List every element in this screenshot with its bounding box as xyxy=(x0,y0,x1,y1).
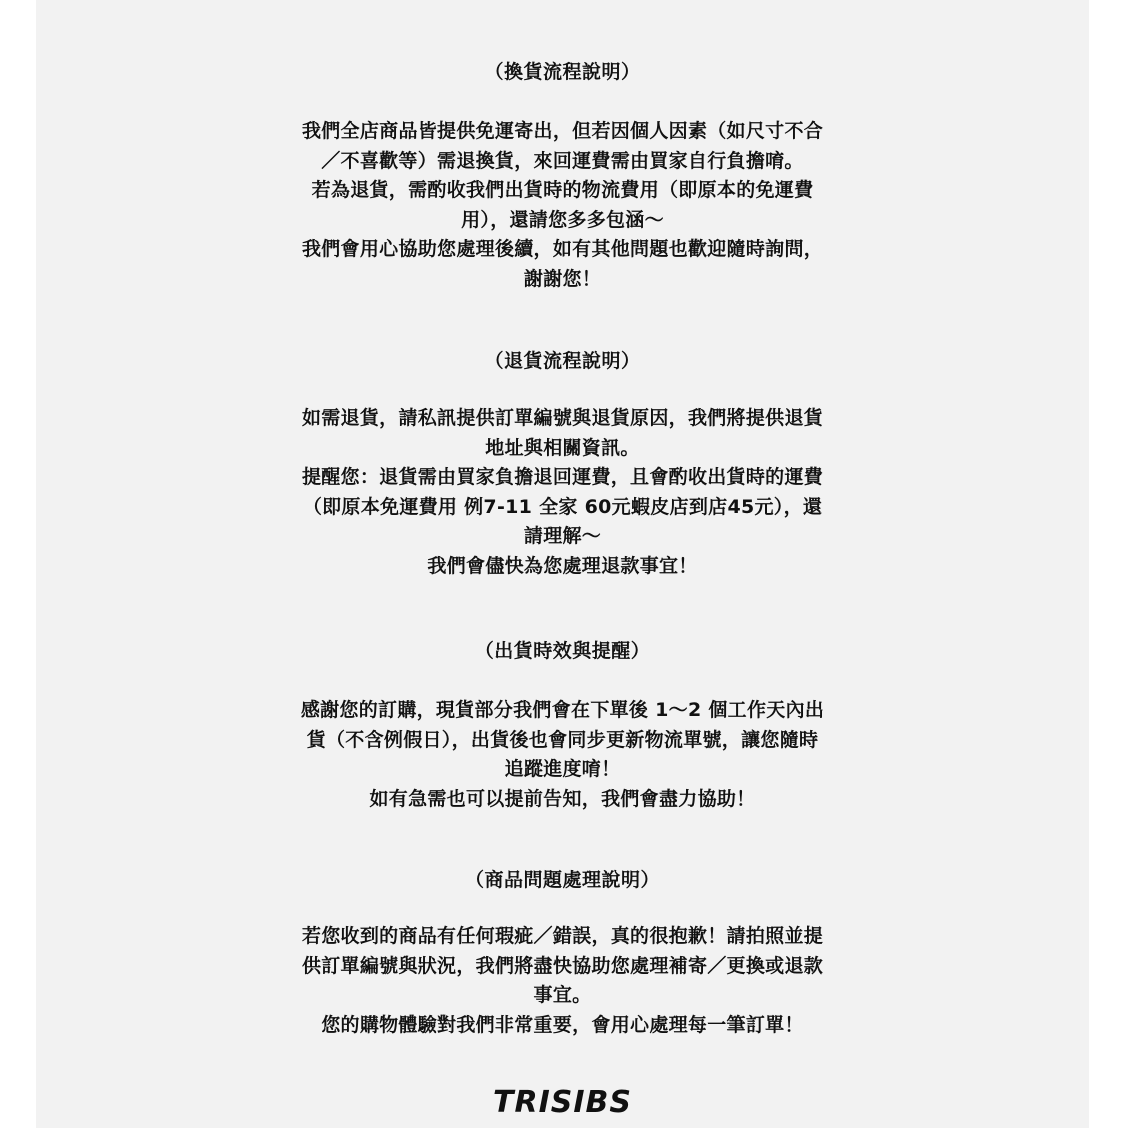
shipping-heading: （出貨時效與提醒） xyxy=(474,640,651,662)
issues-line: 若您收到的商品有任何瑕疵／錯誤，真的很抱歉！請拍照並提 xyxy=(301,925,824,947)
issues-line: 供訂單編號與狀況，我們將盡快協助您處理補寄／更換或退款 xyxy=(301,954,824,977)
issues-heading: （商品問題處理說明） xyxy=(464,869,660,891)
return-line: 我們會儘快為您處理退款事宜！ xyxy=(427,554,698,577)
document-page xyxy=(36,0,1089,1128)
return-heading: （退貨流程說明） xyxy=(484,350,641,372)
shipping-line: 如有急需也可以提前告知，我們會盡力協助！ xyxy=(369,787,756,810)
issues-line: 您的購物體驗對我們非常重要，會用心處理每一筆訂單！ xyxy=(321,1013,804,1036)
return-line: 如需退貨，請私訊提供訂單編號與退貨原因，我們將提供退貨 xyxy=(301,407,824,429)
exchange-heading: （換貨流程說明） xyxy=(484,61,641,83)
exchange-line: ／不喜歡等）需退換貨，來回運費需由買家自行負擔唷。 xyxy=(321,149,804,172)
shipping-paragraph xyxy=(36,696,1089,814)
exchange-paragraph xyxy=(36,117,1089,294)
return-line: 請理解～ xyxy=(523,525,602,547)
exchange-line: 若為退貨，需酌收我們出貨時的物流費用（即原本的免運費 xyxy=(311,179,814,201)
return-line: 提醒您：退貨需由買家負擔退回運費，且會酌收出貨時的運費 xyxy=(301,466,824,488)
return-paragraph xyxy=(36,404,1089,581)
exchange-line: 我們全店商品皆提供免運寄出，但若因個人因素（如尺寸不合 xyxy=(301,120,824,142)
issues-paragraph xyxy=(36,922,1089,1040)
shipping-line: 感謝您的訂購，現貨部分我們會在下單後 1～2 個工作天內出 xyxy=(300,699,825,721)
exchange-line: 用），還請您多多包涵～ xyxy=(461,208,664,231)
brand-logo: TRISIBS xyxy=(493,1085,632,1120)
exchange-line: 謝謝您！ xyxy=(523,267,602,290)
return-line: （即原本免運費用 例7-11 全家 60元蝦皮店到店45元），還 xyxy=(302,495,823,518)
issues-line: 事宜。 xyxy=(533,984,592,1006)
shipping-line: 追蹤進度唷！ xyxy=(504,758,621,780)
exchange-line: 我們會用心協助您處理後續，如有其他問題也歡迎隨時詢問， xyxy=(301,238,824,260)
shipping-line: 貨（不含例假日），出貨後也會同步更新物流單號，讓您隨時 xyxy=(306,728,819,751)
return-line: 地址與相關資訊。 xyxy=(485,436,640,459)
